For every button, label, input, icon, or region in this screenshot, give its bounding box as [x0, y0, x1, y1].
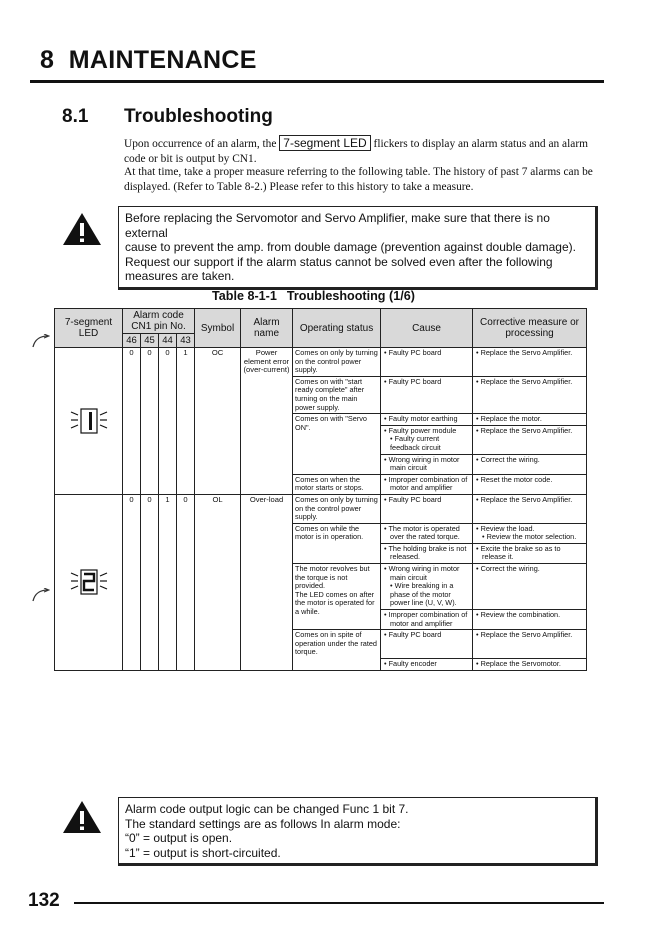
corrective-measure: • Reset the motor code.: [473, 474, 587, 494]
header-operating-status: Operating status: [293, 309, 381, 348]
cause: • Faulty motor earthing: [381, 414, 473, 426]
led-label-box: 7-segment LED: [279, 135, 370, 151]
warning-line: cause to prevent the amp. from double damage (prevention against double damage).: [125, 240, 576, 254]
warning-line: “0” = output is open.: [125, 831, 233, 845]
troubleshooting-table: [54, 308, 587, 671]
operating-status: Comes on only by turning on the control power supply.: [293, 494, 381, 523]
code-bit: 0: [141, 494, 159, 670]
warning-line: measures are taken.: [125, 269, 235, 283]
cause: • Improper combination of motor and amplifier: [381, 610, 473, 630]
chapter-rule: [30, 80, 604, 83]
table-row: [55, 348, 587, 377]
header-pin: 46: [123, 334, 141, 348]
header-pin: 44: [159, 334, 177, 348]
operating-status: Comes on only by turning on the control power supply.: [293, 348, 381, 377]
alarm-symbol: OL: [195, 494, 241, 670]
corrective-measure: • Replace the Servomotor.: [473, 659, 587, 671]
cause: • The holding brake is not released.: [381, 543, 473, 563]
code-bit: 0: [123, 494, 141, 670]
corrective-measure: • Correct the wiring.: [473, 564, 587, 610]
alarm-name: Power element error (over-current): [241, 348, 293, 495]
operating-status: Comes on while the motor is in operation.: [293, 523, 381, 563]
header-corrective-measure: Corrective measure or processing: [473, 309, 587, 348]
header-pin: 43: [177, 334, 195, 348]
header-cause: Cause: [381, 309, 473, 348]
code-bit: 1: [159, 494, 177, 670]
alarm-name: Over-load: [241, 494, 293, 670]
code-bit: 0: [141, 348, 159, 495]
corrective-measure: • Review the load. • Review the motor selection.: [473, 523, 587, 543]
operating-status: Comes on when the motor starts or stops.: [293, 474, 381, 494]
seven-segment-1-icon: [55, 348, 123, 495]
header-pin: 45: [141, 334, 159, 348]
code-bit: 0: [123, 348, 141, 495]
cause: • Wrong wiring in motor main circuit: [381, 454, 473, 474]
cause: • Faulty encoder: [381, 659, 473, 671]
corrective-measure: • Replace the Servo Amplifier.: [473, 425, 587, 454]
corrective-measure: • Replace the Servo Amplifier.: [473, 376, 587, 413]
cause: • Faulty power module • Faulty current feedback circuit: [381, 425, 473, 454]
warning-triangle-icon: [62, 212, 102, 251]
operating-status: The motor revolves but the torque is not provided. The LED comes on after the motor is operated for a while.: [293, 564, 381, 630]
seven-segment-2-icon: [55, 494, 123, 670]
cause: • Faulty PC board: [381, 630, 473, 659]
warning-line: “1” = output is short-circuited.: [125, 845, 281, 860]
warning-box-2: [118, 797, 598, 866]
code-bit: 1: [177, 348, 195, 495]
page-tab-mark-icon: [32, 334, 50, 353]
warning-line: Before replacing the Servomotor and Servo Amplifier, make sure that there is no external: [125, 211, 550, 240]
page-tab-mark-icon: [32, 588, 50, 607]
cause: • Improper combination of motor and amplifier: [381, 474, 473, 494]
cause: • Wrong wiring in motor main circuit • Wire breaking in a phase of the motor power line (U, V, W).: [381, 564, 473, 610]
cause: • Faulty PC board: [381, 494, 473, 523]
code-bit: 0: [159, 348, 177, 495]
operating-status: Comes on in spite of operation under the rated torque.: [293, 630, 381, 671]
warning-line: The standard settings are as follows In alarm mode:: [125, 816, 401, 831]
intro-paragraph-2: At that time, take a proper measure referring to the following table. The history of past 7 alarms can be displayed. (Refer to Table 8-2.) Please refer to this history to take a measure.: [124, 166, 593, 193]
cause: • The motor is operated over the rated torque.: [381, 523, 473, 543]
header-alarm-name: Alarm name: [241, 309, 293, 348]
warning-line: Request our support if the alarm status cannot be solved even after the following: [125, 254, 553, 269]
warning-triangle-icon: [62, 800, 102, 839]
corrective-measure: • Replace the motor.: [473, 414, 587, 426]
corrective-measure: • Correct the wiring.: [473, 454, 587, 474]
corrective-measure: • Replace the Servo Amplifier.: [473, 348, 587, 377]
header-symbol: Symbol: [195, 309, 241, 348]
page-number: 132: [28, 890, 60, 911]
warning-box-1: [118, 206, 598, 290]
warning-line: Alarm code output logic can be changed Func 1 bit 7.: [125, 802, 409, 816]
alarm-symbol: OC: [195, 348, 241, 495]
header-led: 7-segment LED: [55, 309, 123, 348]
operating-status: Comes on with "start ready complete" after turning on the main power supply.: [293, 376, 381, 413]
corrective-measure: • Replace the Servo Amplifier.: [473, 494, 587, 523]
cause: • Faulty PC board: [381, 376, 473, 413]
footer-rule: [74, 902, 604, 904]
section-number: 8.1: [62, 106, 89, 127]
cause: • Faulty PC board: [381, 348, 473, 377]
chapter-heading: 8 MAINTENANCE: [40, 46, 257, 74]
header-alarm-code: Alarm code CN1 pin No.: [123, 309, 195, 334]
intro-paragraph-1: Upon occurrence of an alarm, the 7-segment LED flickers to display an alarm status and an alarm code or bit is output by CN1.: [124, 136, 588, 165]
corrective-measure: • Replace the Servo Amplifier.: [473, 630, 587, 659]
table-caption: Table 8-1-1 Troubleshooting (1/6): [212, 289, 415, 303]
corrective-measure: • Excite the brake so as to release it.: [473, 543, 587, 563]
corrective-measure: • Review the combination.: [473, 610, 587, 630]
operating-status: Comes on with "Servo ON".: [293, 414, 381, 475]
table-row: [55, 494, 587, 523]
code-bit: 0: [177, 494, 195, 670]
section-title: Troubleshooting: [124, 106, 273, 127]
